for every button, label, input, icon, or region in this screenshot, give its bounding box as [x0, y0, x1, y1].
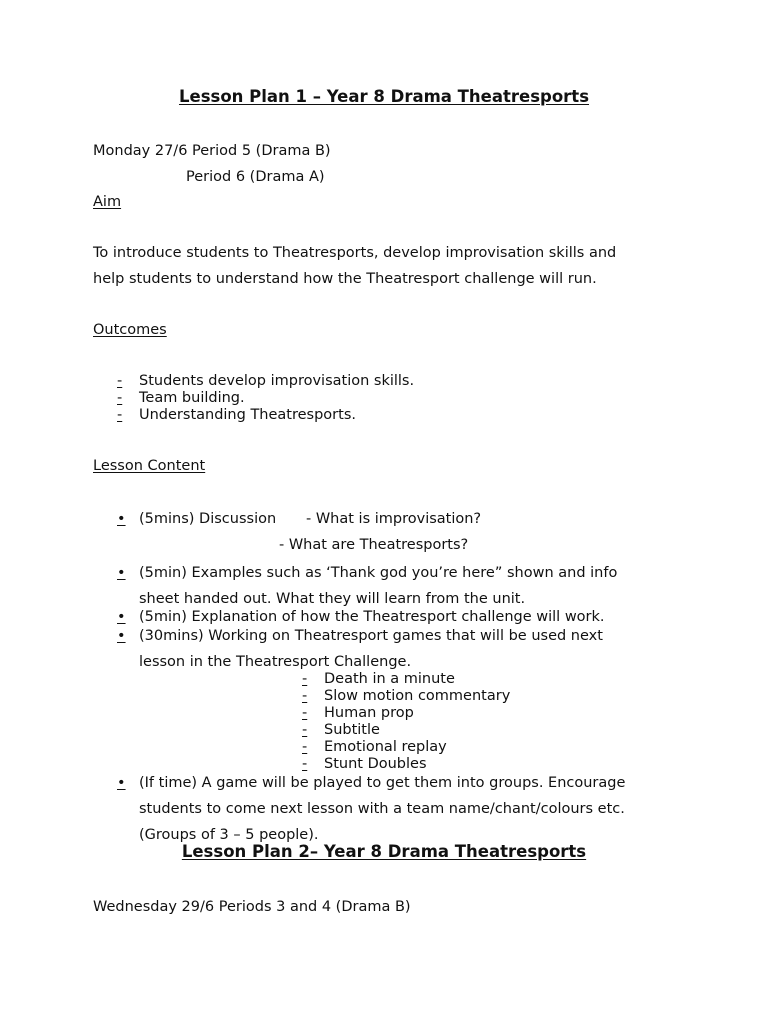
discussion-question: - What is improvisation?	[306, 511, 482, 527]
content-text-continuation: lesson in the Theatresport Challenge.	[139, 654, 412, 670]
game-item	[302, 755, 427, 773]
game-text: Emotional replay	[324, 739, 447, 755]
content-text-continuation: (Groups of 3 – 5 people).	[139, 827, 319, 843]
outcome-text: Understanding Theatresports.	[139, 407, 356, 423]
content-item-discussion	[117, 510, 276, 528]
game-item	[302, 704, 414, 722]
game-item	[302, 721, 380, 739]
content-text: (If time) A game will be played to get them into groups. Encourage	[139, 775, 626, 791]
dash-marker: -	[302, 722, 308, 738]
dash-marker: -	[302, 756, 308, 772]
outcome-text: Students develop improvisation skills.	[139, 373, 415, 389]
discussion-question: - What are Theatresports?	[279, 537, 469, 553]
outcome-item	[117, 372, 414, 390]
dash-marker: -	[302, 688, 308, 704]
outcome-item	[117, 406, 356, 424]
content-text: (30mins) Working on Theatresport games that will be used next	[139, 628, 603, 644]
content-text: (5min) Explanation of how the Theatresport challenge will work.	[139, 609, 605, 625]
bullet-icon: •	[117, 628, 126, 644]
game-text: Slow motion commentary	[324, 688, 511, 704]
bullet-icon: •	[117, 609, 126, 625]
content-text-continuation: sheet handed out. What they will learn from the unit.	[139, 591, 526, 607]
content-text: (5mins) Discussion	[139, 511, 277, 527]
dash-marker: -	[117, 390, 123, 406]
lesson2-schedule-line1: Wednesday 29/6 Periods 3 and 4 (Drama B)	[93, 899, 411, 915]
lesson1-schedule-line2: Period 6 (Drama A)	[186, 169, 325, 185]
dash-marker: -	[302, 705, 308, 721]
outcomes-heading: Outcomes	[93, 322, 167, 338]
lesson2-title: Lesson Plan 2– Year 8 Drama Theatresports	[181, 842, 587, 861]
content-item-explanation	[117, 608, 605, 626]
game-text: Human prop	[324, 705, 414, 721]
bullet-icon: •	[117, 511, 126, 527]
lesson1-schedule-line1: Monday 27/6 Period 5 (Drama B)	[93, 143, 331, 159]
content-text: (5min) Examples such as ‘Thank god you’re here” shown and info	[139, 565, 618, 581]
aim-text-line1: To introduce students to Theatresports, develop improvisation skills and	[93, 245, 617, 261]
outcome-text: Team building.	[139, 390, 245, 406]
dash-marker: -	[117, 407, 123, 423]
aim-text-line2: help students to understand how the Theatresport challenge will run.	[93, 271, 597, 287]
game-item	[302, 670, 455, 688]
dash-marker: -	[302, 739, 308, 755]
game-item	[302, 738, 447, 756]
dash-marker: -	[302, 671, 308, 687]
bullet-icon: •	[117, 775, 126, 791]
content-item-games	[117, 627, 603, 645]
lesson-content-heading: Lesson Content	[93, 458, 206, 474]
game-item	[302, 687, 510, 705]
content-text-continuation: students to come next lesson with a team name/chant/colours etc.	[139, 801, 625, 817]
game-text: Stunt Doubles	[324, 756, 427, 772]
dash-marker: -	[117, 373, 123, 389]
aim-heading: Aim	[93, 194, 122, 210]
lesson1-title: Lesson Plan 1 – Year 8 Drama Theatresports	[178, 87, 590, 106]
content-item-examples	[117, 564, 617, 582]
content-item-groups	[117, 774, 625, 792]
bullet-icon: •	[117, 565, 126, 581]
outcome-item	[117, 389, 245, 407]
game-text: Death in a minute	[324, 671, 455, 687]
game-text: Subtitle	[324, 722, 380, 738]
